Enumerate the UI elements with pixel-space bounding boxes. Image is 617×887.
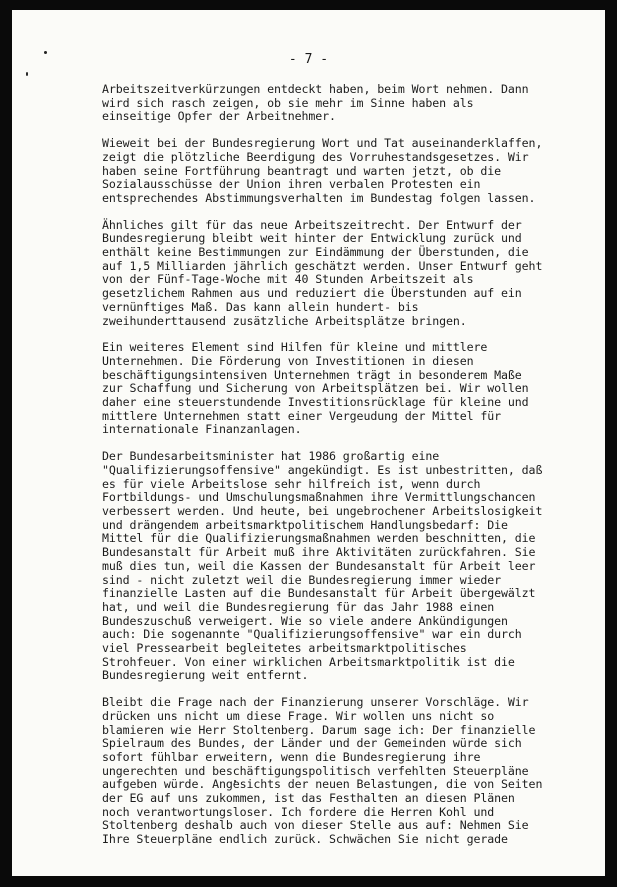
- paragraph: [102, 450, 550, 683]
- text-line: aufgeben würde. Angesichts der neuen Belastungen, die von Seiten: [102, 777, 543, 792]
- text-line: Mittel für die Qualifizierungsmaßnahmen werden beschnitten, die: [102, 531, 536, 546]
- text-line: haben seine Fortführung beantragt und warten jetzt, ob die: [102, 163, 502, 178]
- text-line: hat, und weil die Bundesregierung für das Jahr 1988 einen: [102, 599, 495, 614]
- paragraph: [102, 219, 550, 329]
- text-line: Wieweit bei der Bundesregierung Wort und Tat auseinanderklaffen,: [102, 136, 543, 151]
- text-line: enthält keine Bestimmungen zur Eindämmung der Überstunden, die: [102, 245, 529, 260]
- text-line: es für viele Arbeitslose sehr hilfreich ist, wenn durch: [102, 476, 481, 491]
- text-line: Sozialausschüsse der Union ihren verbalen Protesten ein: [102, 177, 481, 192]
- paragraph: [102, 696, 550, 847]
- text-line: von der Fünf-Tage-Woche mit 40 Stunden Arbeitszeit als: [102, 272, 474, 287]
- text-line: daher eine steuerstundende Investitionsrücklage für kleine und: [102, 395, 529, 410]
- text-line: internationale Finanzanlagen.: [102, 422, 302, 437]
- text-line: Bundesregierung weit entfernt.: [102, 668, 309, 683]
- text-line: Ihre Steuerpläne endlich zurück. Schwächen Sie nicht gerade: [102, 832, 508, 847]
- text-line: Der Bundesarbeitsminister hat 1986 großartig eine: [102, 449, 440, 464]
- text-line: auch: Die sogenannte "Qualifizierungsoffensive" war ein durch: [102, 627, 522, 642]
- text-line: zweihunderttausend zusätzliche Arbeitsplätze bringen.: [102, 313, 467, 328]
- text-line: muß dies tun, weil die Kassen der Bundesanstalt für Arbeit leer: [102, 558, 536, 573]
- text-line: Ein weiteres Element sind Hilfen für kleine und mittlere: [102, 340, 488, 355]
- text-line: Unternehmen. Die Förderung von Investitionen in diesen: [102, 353, 474, 368]
- text-line: sind - nicht zuletzt weil die Bundesregierung immer wieder: [102, 572, 502, 587]
- text-line: und drängendem arbeitsmarktpolitischem Handlungsbedarf: Die: [102, 517, 508, 532]
- text-line: einseitige Opfer der Arbeitnehmer.: [102, 109, 336, 124]
- text-line: sofort fühlbar erweitern, wenn die Bundesregierung ihre: [102, 749, 481, 764]
- text-line: viel Pressearbeit begleitetes arbeitsmarktpolitisches: [102, 641, 467, 656]
- text-line: drücken uns nicht um diese Frage. Wir wollen uns nicht so: [102, 708, 495, 723]
- text-line: Ähnliches gilt für das neue Arbeitszeitrecht. Der Entwurf der: [102, 217, 522, 232]
- text-line: Bleibt die Frage nach der Finanzierung unserer Vorschläge. Wir: [102, 695, 529, 710]
- text-line: Bundesanstalt für Arbeit muß ihre Aktivitäten zurückfahren. Sie: [102, 545, 536, 560]
- document-page: [12, 10, 605, 876]
- text-line: entsprechendes Abstimmungsverhalten im Bundestag folgen lassen.: [102, 190, 536, 205]
- text-line: vernünftiges Maß. Das kann allein hundert- bis: [102, 299, 419, 314]
- text-line: Stoltenberg deshalb auch von dieser Stelle aus auf: Nehmen Sie: [102, 818, 529, 833]
- text-line: Strohfeuer. Von einer wirklichen Arbeitsmarktpolitik ist die: [102, 654, 515, 669]
- text-line: noch verantwortungsloser. Ich fordere die Herren Kohl und: [102, 804, 495, 819]
- paragraph: [102, 341, 550, 437]
- page-number: - 7 -: [288, 52, 329, 67]
- document-body: [102, 83, 550, 860]
- text-line: wird sich rasch zeigen, ob sie mehr im Sinne haben als: [102, 95, 474, 110]
- text-line: Fortbildungs- und Umschulungsmaßnahmen ihre Vermittlungschancen: [102, 490, 536, 505]
- text-line: "Qualifizierungsoffensive" angekündigt. Es ist unbestritten, daß: [102, 462, 543, 477]
- text-line: Bundeszuschuß verweigert. Wie so viele andere Ankündigungen: [102, 613, 508, 628]
- text-line: verbessert werden. Und heute, bei ungebrochener Arbeitslosigkeit: [102, 503, 543, 518]
- text-line: beschäftigungsintensiven Unternehmen trägt in besonderem Maße: [102, 367, 522, 382]
- scan-speck: [26, 72, 28, 76]
- text-line: blamieren wie Herr Stoltenberg. Darum sage ich: Der finanzielle: [102, 722, 536, 737]
- text-line: zur Schaffung und Sicherung von Arbeitsplätzen bei. Wir wollen: [102, 381, 529, 396]
- paragraph: [102, 137, 550, 206]
- text-line: der EG auf uns zukommen, ist das Festhalten an diesen Plänen: [102, 791, 515, 806]
- text-line: gesetzlichem Rahmen aus und reduziert die Überstunden auf ein: [102, 286, 522, 301]
- paragraph: [102, 83, 550, 124]
- text-line: auf 1,5 Milliarden jährlich geschätzt werden. Unser Entwurf geht: [102, 258, 543, 273]
- text-line: Arbeitszeitverkürzungen entdeckt haben, beim Wort nehmen. Dann: [102, 82, 529, 96]
- text-line: mittlere Unternehmen statt einer Vergeudung der Mittel für: [102, 408, 502, 423]
- text-line: Bundesregierung bleibt weit hinter der Entwicklung zurück und: [102, 231, 522, 246]
- text-line: zeigt die plötzliche Beerdigung des Vorruhestandsgesetzes. Wir: [102, 149, 529, 164]
- text-line: finanzielle Lasten auf die Bundesanstalt für Arbeit übergewälzt: [102, 586, 536, 601]
- text-line: ungerechten und beschäftigungspolitisch verfehlten Steuerpläne: [102, 763, 529, 778]
- text-line: Spielraum des Bundes, der Länder und der Gemeinden würde sich: [102, 736, 522, 751]
